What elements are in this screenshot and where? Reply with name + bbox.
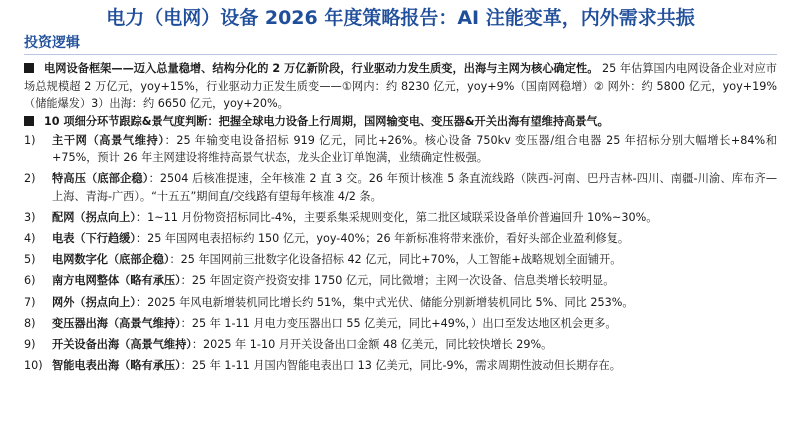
item-label: 电网数字化（底部企稳） (52, 253, 170, 267)
list-item (24, 336, 777, 353)
item-text: ：2025 年 1-10 月开关设备出口金额 48 亿美元，同比较快增长 29%。 (191, 338, 553, 352)
item-text: ：25 年输变电设备招标 919 亿元，同比+26%。核心设备 750kv 变压器/组合电器 25 年招标分别大幅增长+84%和+75%，预计 26 年主网建设将维持高景气状态，龙头企业订单饱满，业绩确定性极强。 (52, 134, 777, 165)
item-text: ：25 年国网前三批数字化设备招标 42 亿元，同比+70%，人工智能+战略规划全面铺开。 (169, 253, 622, 267)
item-text: ：1~11 月份物资招标同比-4%，主要系集采规则变化，第二批区域联采设备单价普遍回升 10%~30%。 (135, 210, 658, 224)
item-number: 6) (24, 274, 36, 288)
item-number: 8) (24, 316, 36, 330)
item-text: ：25 年固定资产投资安排 1750 亿元，同比微增；主网一次设备、信息类增长较明显。 (180, 274, 615, 288)
item-text: ：2504 后核准提速，全年核准 2 直 3 交。26 年预计核准 5 条直流线路（陕西-河南、巴丹吉林-四川、南疆-川渝、库布齐—上海、青海-广西）。“十五五”期间直/交线路有望每年核准 4/2 条。 (52, 172, 778, 203)
page-title: 电力（电网）设备 2026 年度策略报告：AI 注能变革，内外需求共振 (106, 7, 695, 29)
tracking-label: 10 项细分环节跟踪&景气度判断：把握全球电力设备上行周期，国网输变电、变压器&开关出海有望维持高景气。 (44, 114, 609, 128)
item-label: 南方电网整体（略有承压） (52, 274, 181, 288)
item-label: 网外（拐点向上） (52, 295, 136, 309)
item-number: 7) (24, 295, 36, 309)
framework-text: 25 年估算国内电网设备企业对应市场总规模超 2 万亿元，yoy+15%，行业驱动力正发生质变——①网内：约 8230 亿元，yoy+9%（国南网稳增）② 网外：约 5800 亿元，yoy+19%（储能爆发）3）出海：约 6650 亿元，yoy+20%。 (24, 62, 777, 110)
item-number: 2) (24, 172, 36, 186)
item-label: 变压器出海（高景气维持） (52, 316, 181, 330)
item-number: 5) (24, 253, 36, 267)
list-item (24, 132, 777, 166)
list-item (24, 170, 777, 204)
item-label: 特高压（底部企稳） (52, 172, 149, 186)
list-item (24, 315, 777, 332)
list-item (24, 272, 777, 289)
item-number: 1) (24, 134, 36, 147)
framework-paragraph (24, 60, 777, 113)
list-item (24, 230, 777, 247)
item-label: 配网（拐点向上） (52, 210, 136, 224)
item-label: 电表（下行趋缓） (52, 232, 136, 246)
item-number: 9) (24, 338, 36, 352)
item-label: 智能电表出海（略有承压） (52, 359, 181, 373)
item-number: 4) (24, 232, 36, 246)
framework-label: 电网设备框架——迈入总量稳增、结构分化的 2 万亿新阶段，行业驱动力发生质变，出海与主网为核心确定性。 (44, 62, 599, 75)
item-text: ：2025 年风电新增装机同比增长约 51%，集中式光伏、储能分别新增装机同比 5%、同比 253%。 (135, 295, 634, 309)
square-bullet-icon (24, 116, 34, 126)
item-text: ：25 年 1-11 月国内智能电表出口 13 亿美元，同比-9%，需求周期性波动但长期存在。 (180, 359, 621, 373)
item-label: 开关设备出海（高景气维持） (52, 338, 192, 352)
item-label: 主干网（高景气维持） (52, 134, 165, 147)
list-item (24, 294, 777, 311)
tracking-paragraph (24, 113, 777, 131)
list-item (24, 209, 777, 226)
segment-list (24, 132, 777, 374)
section-heading: 投资逻辑 (24, 34, 777, 55)
item-number: 3) (24, 210, 36, 224)
item-text: ：25 年国网电表招标约 150 亿元，yoy-40%；26 年新标准将带来涨价，看好头部企业盈利修复。 (135, 232, 630, 246)
list-item (24, 251, 777, 268)
square-bullet-icon (24, 63, 34, 73)
item-text: ：25 年 1-11 月电力变压器出口 55 亿美元，同比+49%，）出口至发达地区机会更多。 (180, 316, 617, 330)
item-number: 10) (24, 359, 43, 373)
list-item (24, 357, 777, 374)
